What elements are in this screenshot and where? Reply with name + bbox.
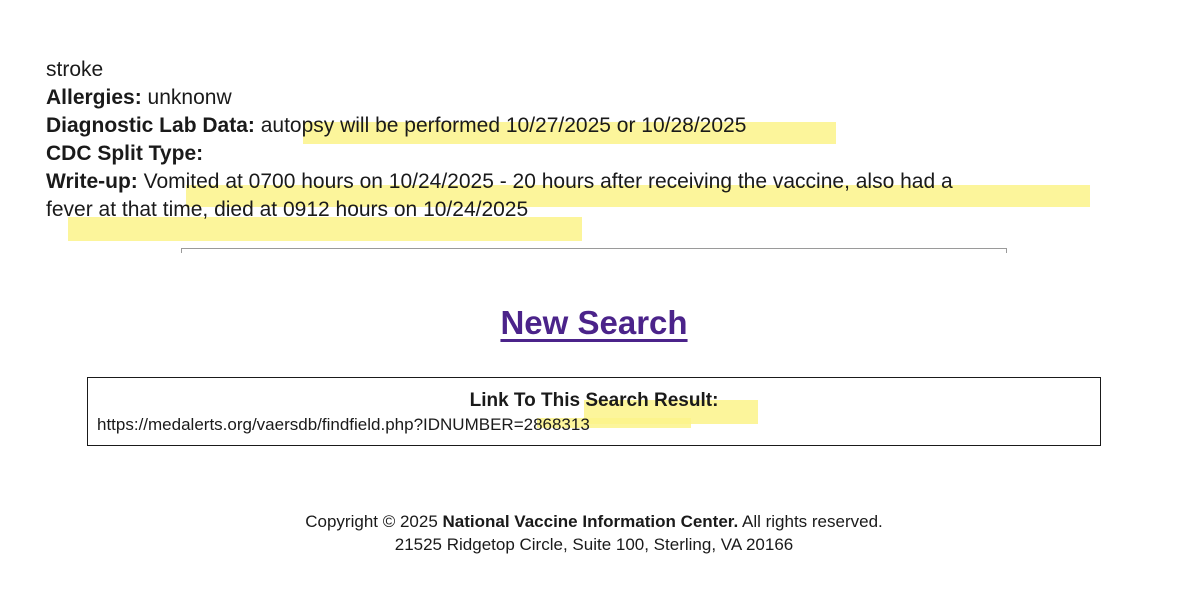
diagnostic-lab-row — [46, 112, 1146, 140]
link-box-title: Link To This Search Result: — [469, 390, 719, 411]
new-search-link[interactable]: New Search — [500, 304, 688, 341]
copyright-prefix: Copyright © 2025 — [305, 512, 443, 531]
writeup-row — [46, 168, 1146, 196]
diagnostic-lab-label: Diagnostic Lab Data: — [46, 114, 255, 137]
allergies-value: unknonw — [147, 86, 232, 109]
allergies-label: Allergies: — [46, 86, 142, 109]
search-result-url[interactable]: https://medalerts.org/vaersdb/findfield.php?IDNUMBER=2868313 — [97, 415, 590, 434]
copyright-line — [0, 510, 1188, 533]
vaers-record-details — [46, 56, 1146, 224]
writeup-value-line1: Vomited at 0700 hours on 10/24/2025 - 20 hours after receiving the vaccine, also had a — [143, 170, 953, 193]
writeup-value-line2: fever at that time, died at 0912 hours on 10/24/2025 — [46, 198, 529, 221]
cdc-split-row — [46, 140, 1146, 168]
allergies-row — [46, 84, 1146, 112]
cdc-split-label: CDC Split Type: — [46, 142, 204, 165]
writeup-label: Write-up: — [46, 170, 138, 193]
org-name: National Vaccine Information Center. — [442, 512, 739, 531]
footer — [0, 510, 1188, 556]
diagnostic-lab-value: autopsy will be performed 10/27/2025 or 10/28/2025 — [260, 114, 747, 137]
address-line: 21525 Ridgetop Circle, Suite 100, Sterling, VA 20166 — [394, 535, 794, 554]
section-divider — [181, 248, 1007, 253]
rights-text: All rights reserved. — [738, 512, 883, 531]
search-result-link-box — [87, 377, 1101, 446]
symptom-text: stroke — [46, 58, 104, 81]
